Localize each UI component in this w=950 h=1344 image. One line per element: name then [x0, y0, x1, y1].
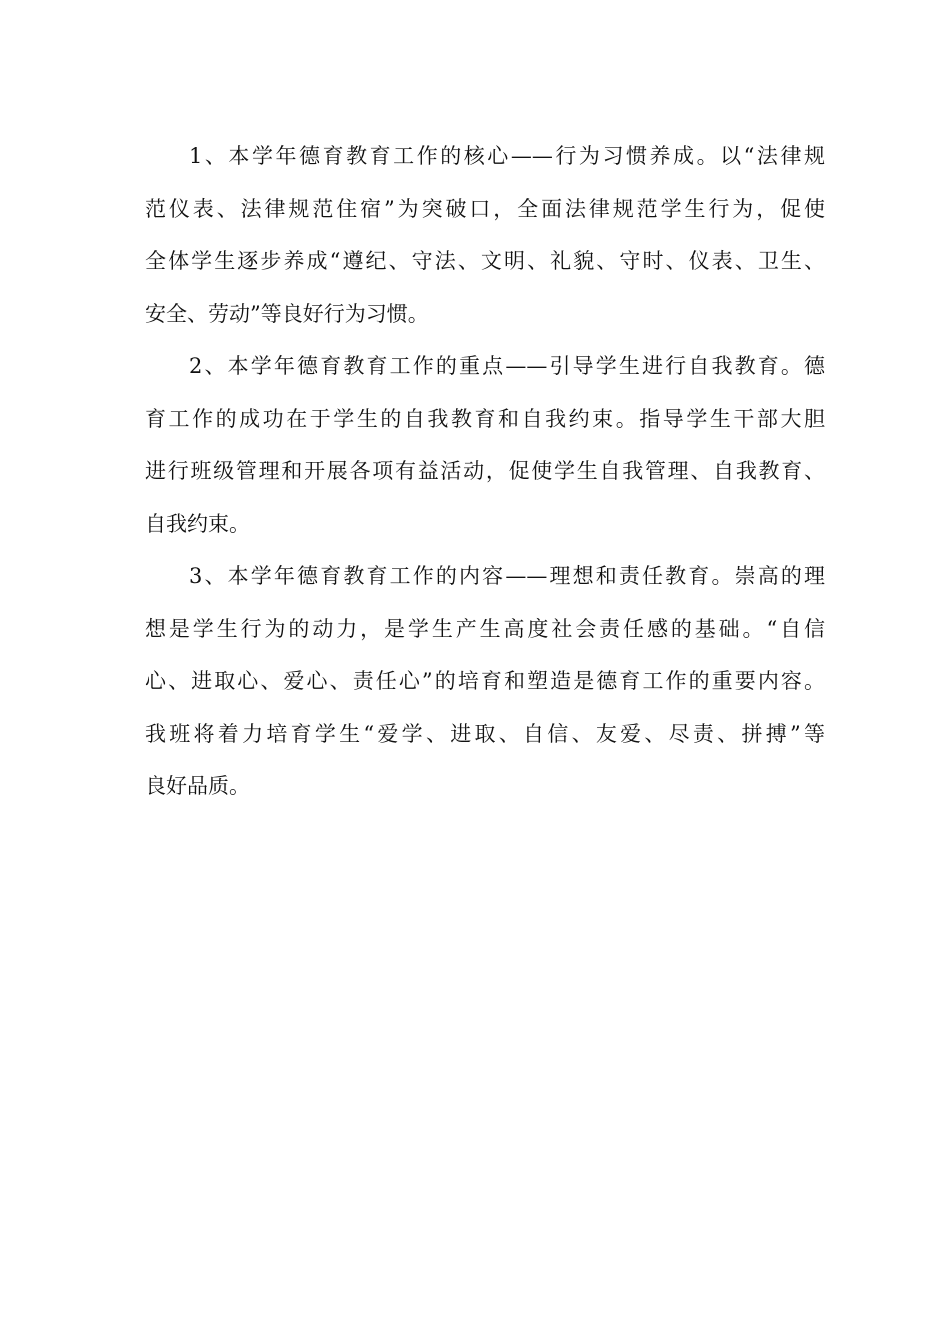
paragraph-line: 范仪表、法律规范住宿”为突破口，全面法律规范学生行为，促使 — [145, 196, 825, 221]
paragraph-line: 心、进取心、爱心、责任心”的培育和塑造是德育工作的重要内容。 — [145, 669, 825, 693]
paragraph-line: 我班将着力培育学生“爱学、进取、自信、友爱、尽责、拼搏”等 — [145, 721, 825, 746]
paragraph-line: 全体学生逐步养成“遵纪、守法、文明、礼貌、守时、仪表、卫生、 — [145, 249, 825, 273]
paragraph-3 — [145, 550, 825, 813]
paragraph-line: 进行班级管理和开展各项有益活动，促使学生自我管理、自我教育、 — [145, 459, 825, 483]
paragraph-line: 2、本学年德育教育工作的重点——引导学生进行自我教育。德 — [189, 354, 825, 378]
paragraph-line: 1、本学年德育教育工作的核心——行为习惯养成。以“法律规 — [189, 144, 825, 168]
paragraph-2 — [145, 340, 825, 550]
paragraph-line: 想是学生行为的动力，是学生产生高度社会责任感的基础。“自信 — [145, 616, 825, 641]
document-body — [145, 130, 825, 813]
paragraph-1 — [145, 130, 825, 340]
paragraph-line: 安全、劳动”等良好行为习惯。 — [145, 301, 429, 326]
paragraph-line: 良好品质。 — [145, 774, 250, 798]
paragraph-line: 3、本学年德育教育工作的内容——理想和责任教育。崇高的理 — [189, 564, 825, 588]
paragraph-line: 育工作的成功在于学生的自我教育和自我约束。指导学生干部大胆 — [145, 406, 825, 431]
paragraph-line: 自我约束。 — [145, 511, 250, 536]
